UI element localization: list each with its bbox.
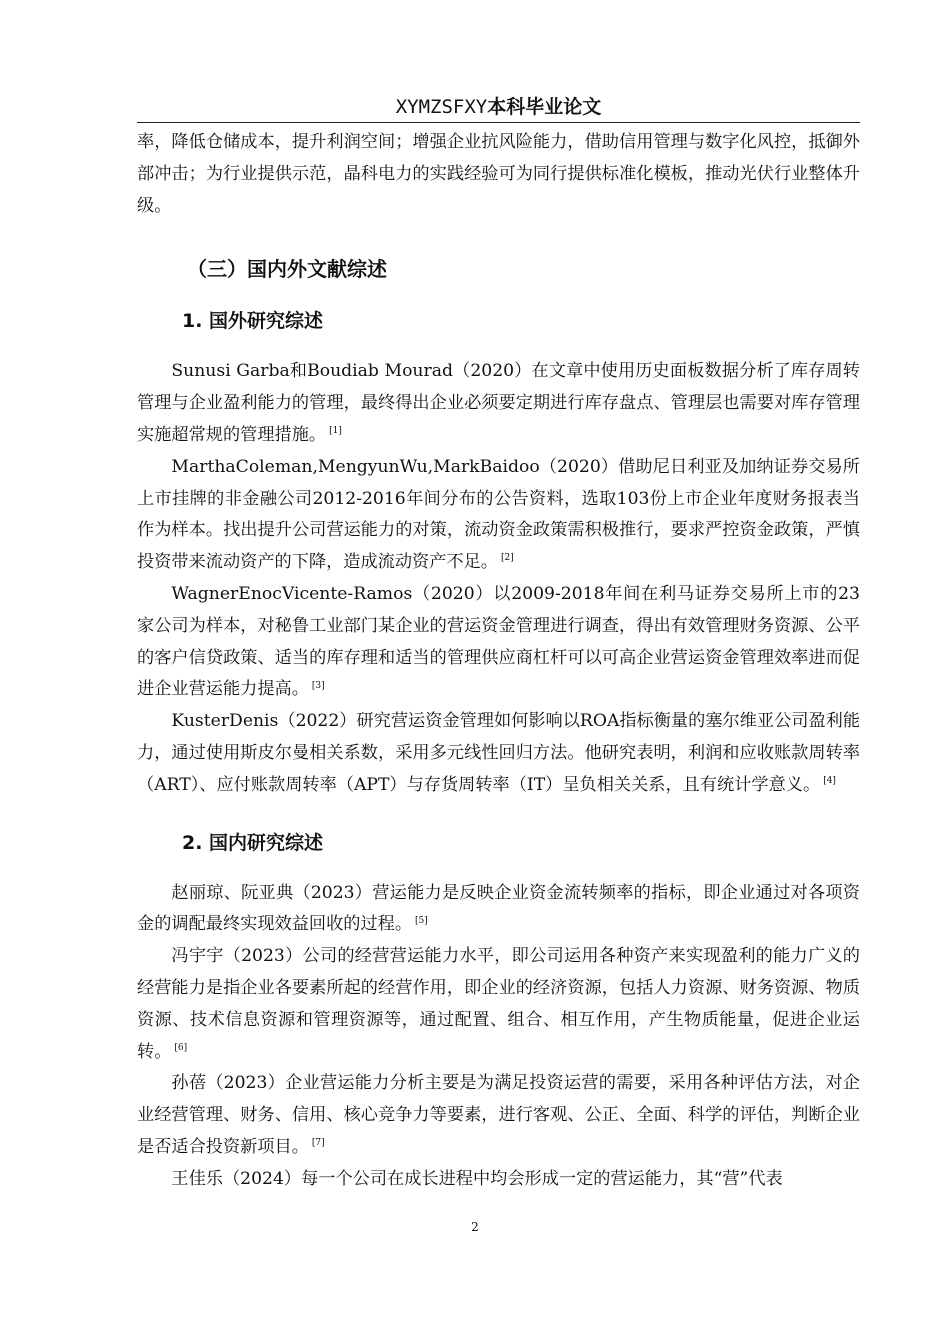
citation-ref: [2]: [500, 553, 514, 564]
paragraph-foreign-2: [137, 452, 860, 579]
paragraph-intro-tail: 率，降低仓储成本，提升利润空间；增强企业抗风险能力，借助信用管理与数字化风控，抵御外部冲击；为行业提供示范，晶科电力的实践经验可为同行提供标准化模板，推动光伏行业整体升级。: [137, 132, 860, 216]
paragraph-domestic-1: [137, 878, 860, 942]
header-title: 本科毕业论文: [487, 96, 602, 118]
paragraph-foreign-4: [137, 706, 860, 801]
citation-ref: [5]: [415, 915, 428, 926]
paragraph-text: MarthaColeman,MengyunWu,MarkBaidoo（2020）借助尼日利亚及加纳证券交易所上市挂牌的非金融公司2012-2016年间分布的公告资料，选取103份上市企业年度财务报表当作为样本。找出提升公司营运能力的对策，流动资金政策需积极推行，要求严控资金政策，严慎投资带来流动资产的下降，造成流动资产不足。: [137, 456, 860, 573]
section-heading-literature-review: （三）国内外文献综述: [187, 257, 387, 282]
page-header: [137, 92, 860, 123]
paragraph-text: Sunusi Garba和Boudiab Mourad（2020）在文章中使用历史面板数据分析了库存周转管理与企业盈利能力的管理，最终得出企业必须要定期进行库存盘点、管理层也需要对库存管理实施超常规的管理措施。: [137, 361, 860, 445]
paragraph-text: 赵丽琼、阮亚典（2023）营运能力是反映企业资金流转频率的指标，即企业通过对各项资金的调配最终实现效益回收的过程。: [137, 882, 860, 935]
citation-ref: [6]: [174, 1042, 188, 1053]
subheading-domestic-research: 2. 国内研究综述: [182, 831, 324, 854]
paragraph-foreign-1: [137, 356, 860, 451]
subheading-foreign-research: 1. 国外研究综述: [182, 310, 324, 333]
paragraph-text: 孙蓓（2023）企业营运能力分析主要是为满足投资运营的需要，采用各种评估方法，对企业经营管理、财务、信用、核心竞争力等要素，进行客观、公正、全面、科学的评估，判断企业是否适合投资新项目。: [137, 1073, 860, 1157]
paragraph-foreign-3: [137, 579, 860, 706]
page-body: [137, 127, 860, 1196]
paragraph-text: 冯宇宇（2023）公司的经营营运能力水平，即公司运用各种资产来实现盈利的能力广义的经营能力是指企业各要素所起的经营作用，即企业的经济资源，包括人力资源、财务资源、物质资源、技术信息资源和管理资源等，通过配置、组合、相互作用，产生物质能量，促进企业运转。: [137, 946, 860, 1062]
paragraph-text: KusterDenis（2022）研究营运资金管理如何影响以ROA指标衡量的塞尔维亚公司盈利能力，通过使用斯皮尔曼相关系数，采用多元线性回归方法。他研究表明，利润和应收账款周转率（ART）、应付账款周转率（APT）与存货周转率（IT）呈负相关关系，且有统计学意义。: [137, 711, 861, 795]
page-number: 2: [471, 1220, 479, 1234]
paragraph-domestic-2: [137, 941, 860, 1068]
citation-ref: [1]: [329, 426, 342, 437]
citation-ref: [4]: [823, 776, 836, 787]
header-code: XYMZSFXY: [395, 96, 488, 118]
paragraph-domestic-4: 王佳乐（2024）每一个公司在成长进程中均会形成一定的营运能力，其“营”代表: [171, 1168, 783, 1189]
citation-ref: [3]: [311, 680, 325, 691]
paragraph-text: WagnerEnocVicente-Ramos（2020）以2009-2018年间在利马证券交易所上市的23家公司为样本，对秘鲁工业部门某企业的营运资金管理进行调查，得出有效管理财务资源、公平的客户信贷政策、适当的库存理和适当的管理供应商杠杆可以可高企业营运资金管理效率进而促进企业营运能力提高。: [137, 583, 860, 700]
paragraph-domestic-3: [137, 1068, 860, 1163]
citation-ref: [7]: [311, 1138, 325, 1149]
